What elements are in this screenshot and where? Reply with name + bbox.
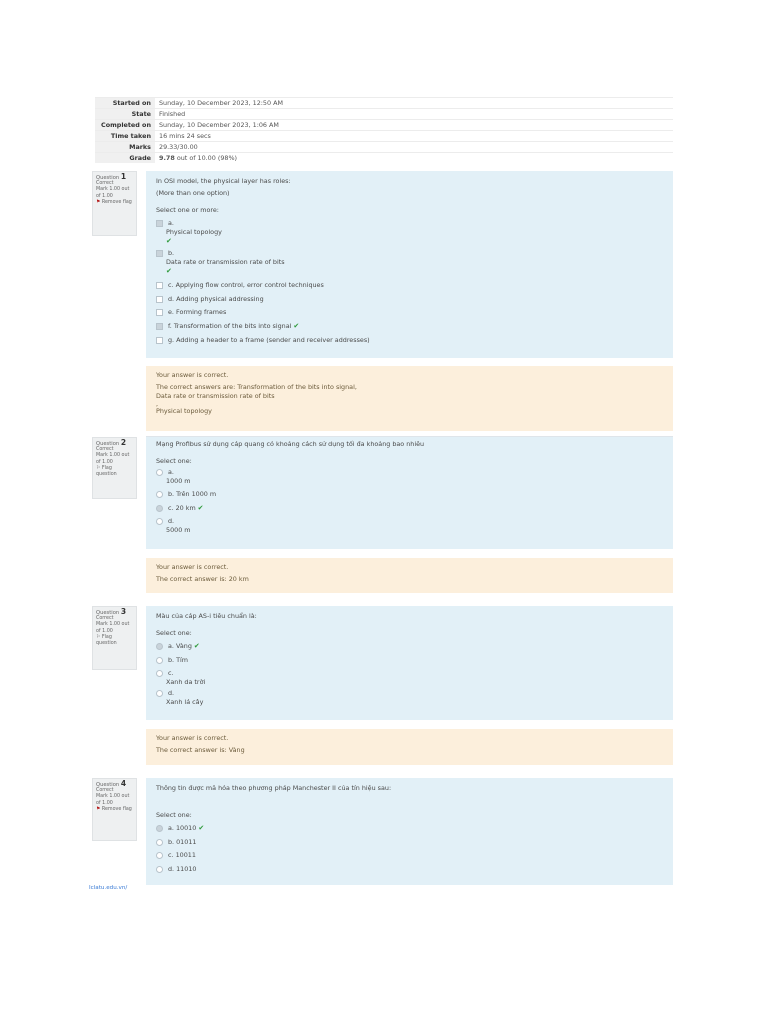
- flag-question-link[interactable]: [96, 635, 133, 647]
- option-text: d. Adding physical addressing: [168, 294, 264, 303]
- checkbox[interactable]: [156, 309, 163, 316]
- question-number: 3: [120, 607, 127, 616]
- checkbox[interactable]: [156, 323, 163, 330]
- radio-button[interactable]: [156, 469, 163, 476]
- correct-check-icon: ✔: [166, 237, 172, 245]
- option-text: a. Vàng: [168, 642, 192, 651]
- flag-question-link[interactable]: [96, 200, 133, 206]
- summary-label: Completed on: [95, 120, 155, 131]
- radio-button[interactable]: [156, 839, 163, 846]
- summary-label: Time taken: [95, 131, 155, 142]
- checkbox[interactable]: [156, 296, 163, 303]
- flag-outline-icon: ⚐: [96, 634, 101, 640]
- question-content-3: [146, 606, 673, 720]
- question-content-2: [146, 437, 673, 549]
- flag-label: Flag question: [96, 634, 117, 647]
- option-text: Physical topology: [166, 228, 222, 236]
- radio-button[interactable]: [156, 825, 163, 832]
- question-mark: Mark 1.00 out of 1.00: [96, 794, 130, 806]
- radio-button[interactable]: [156, 690, 163, 697]
- option-text: 1000 m: [166, 477, 191, 485]
- flag-icon: ⚑: [96, 199, 101, 205]
- feedback-correct-answer: The correct answer is: Vàng: [156, 746, 245, 754]
- answer-option-a[interactable]: [156, 468, 663, 486]
- answer-option-b[interactable]: [156, 249, 663, 275]
- select-instruction: Select one:: [156, 457, 192, 465]
- option-text: e. Forming frames: [168, 308, 227, 317]
- answer-option-d[interactable]: [156, 863, 663, 877]
- attempt-summary-table: [95, 97, 673, 163]
- question-label: Question: [96, 610, 120, 616]
- summary-value: Sunday, 10 December 2023, 12:50 AM: [155, 98, 673, 109]
- feedback-2: [146, 558, 673, 593]
- option-letter: c.: [168, 669, 174, 678]
- answer-option-d[interactable]: [156, 517, 663, 535]
- option-letter: a.: [168, 468, 174, 476]
- question-mark: Mark 1.00 out of 1.00: [96, 453, 130, 465]
- answer-option-c[interactable]: [156, 279, 663, 293]
- correct-check-icon: ✔: [198, 824, 205, 833]
- question-mark: Mark 1.00 out of 1.00: [96, 622, 130, 634]
- option-letter: d.: [168, 517, 175, 526]
- footer-url-link[interactable]: Iclatu.edu.vn/: [89, 885, 128, 891]
- grade-rest: out of 10.00 (98%): [176, 154, 238, 162]
- answer-option-d[interactable]: [156, 293, 663, 307]
- flag-label: Remove flag: [101, 806, 132, 812]
- answer-option-g[interactable]: [156, 333, 663, 347]
- flag-question-link[interactable]: [96, 807, 133, 813]
- answer-option-f[interactable]: [156, 320, 663, 334]
- answer-option-c[interactable]: [156, 502, 663, 516]
- feedback-result: Your answer is correct.: [156, 734, 229, 742]
- question-info-2: [92, 437, 137, 499]
- option-text: a. 10010: [168, 824, 197, 833]
- question-state: Correct: [96, 788, 114, 794]
- checkbox[interactable]: [156, 220, 163, 227]
- feedback-1: [146, 366, 673, 431]
- summary-row-marks: [95, 142, 673, 153]
- summary-row-time: [95, 131, 673, 142]
- option-text: b. Tím: [168, 655, 189, 664]
- radio-button[interactable]: [156, 866, 163, 873]
- option-text: Xanh da trời: [166, 678, 206, 687]
- correct-check-icon: ✔: [193, 642, 200, 651]
- feedback-correct-answer-line: Data rate or transmission rate of bits: [156, 392, 275, 400]
- summary-value: 16 mins 24 secs: [155, 131, 673, 142]
- answer-option-a[interactable]: [156, 640, 663, 654]
- answer-option-b[interactable]: [156, 654, 663, 668]
- question-text: In OSI model, the physical layer has roles:: [156, 177, 291, 185]
- summary-label: Grade: [95, 153, 155, 164]
- question-label: Question: [96, 441, 120, 447]
- question-info-3: [92, 606, 137, 670]
- answer-option-c[interactable]: [156, 669, 663, 687]
- question-content-4: [146, 778, 673, 885]
- question-label: Question: [96, 175, 120, 181]
- answer-option-c[interactable]: [156, 849, 663, 863]
- radio-button[interactable]: [156, 491, 163, 498]
- correct-check-icon: ✔: [293, 322, 300, 331]
- correct-check-icon: ✔: [197, 503, 204, 512]
- option-letter: d.: [168, 689, 175, 698]
- question-content-1: [146, 171, 673, 358]
- question-text: Mạng Profibus sử dụng cáp quang có khoảng cách sử dụng tối đa khoảng bao nhiêu: [156, 440, 425, 448]
- option-text: c. 20 km: [168, 503, 196, 512]
- question-number: 1: [120, 172, 127, 181]
- summary-row-grade: [95, 153, 673, 164]
- radio-button[interactable]: [156, 657, 163, 664]
- checkbox[interactable]: [156, 337, 163, 344]
- question-number: 2: [120, 438, 127, 447]
- feedback-correct-answer: The correct answer is: 20 km: [156, 575, 249, 583]
- option-text: c. Applying flow control, error control techniques: [168, 281, 324, 290]
- answer-option-b[interactable]: [156, 488, 663, 502]
- flag-label: Flag question: [96, 465, 117, 478]
- flag-outline-icon: ⚐: [96, 465, 101, 471]
- option-text: d. 11010: [168, 865, 197, 874]
- option-text: b. Trên 1000 m: [168, 490, 217, 499]
- summary-value: 29.33/30.00: [155, 142, 673, 153]
- radio-button[interactable]: [156, 852, 163, 859]
- option-text: Data rate or transmission rate of bits: [166, 258, 285, 266]
- question-state: Correct: [96, 616, 114, 622]
- checkbox[interactable]: [156, 282, 163, 289]
- select-instruction: Select one:: [156, 629, 192, 637]
- summary-label: Started on: [95, 98, 155, 109]
- option-text: 5000 m: [166, 526, 191, 535]
- summary-value: Finished: [155, 109, 673, 120]
- option-text: g. Adding a header to a frame (sender and receiver addresses): [168, 335, 370, 344]
- checkbox[interactable]: [156, 250, 163, 257]
- feedback-result: Your answer is correct.: [156, 371, 229, 379]
- select-instruction: Select one or more:: [156, 206, 219, 214]
- answer-option-b[interactable]: [156, 836, 663, 850]
- question-state: Correct: [96, 447, 114, 453]
- feedback-correct-answer: The correct answers are: Transformation of the bits into signal,: [156, 383, 357, 391]
- option-letter: b.: [168, 249, 175, 257]
- question-info-4: [92, 778, 137, 841]
- question-note: (More than one option): [156, 189, 230, 197]
- summary-row-started: [95, 98, 673, 109]
- question-mark: Mark 1.00 out of 1.00: [96, 187, 130, 199]
- answer-option-e[interactable]: [156, 306, 663, 320]
- radio-button[interactable]: [156, 505, 163, 512]
- option-text: c. 10011: [168, 851, 196, 860]
- question-info-1: [92, 171, 137, 236]
- correct-check-icon: ✔: [166, 267, 172, 275]
- question-text: Màu của cáp AS-i tiêu chuẩn là:: [156, 612, 257, 620]
- feedback-separator: ,: [156, 400, 159, 408]
- question-text: Thông tin được mã hóa theo phương pháp Manchester II của tín hiệu sau:: [156, 784, 392, 792]
- summary-label: Marks: [95, 142, 155, 153]
- select-instruction: Select one:: [156, 811, 192, 819]
- flag-question-link[interactable]: [96, 466, 133, 478]
- answer-option-d[interactable]: [156, 689, 663, 707]
- flag-icon: ⚑: [96, 806, 101, 812]
- option-text: f. Transformation of the bits into signal: [168, 322, 292, 331]
- summary-value: [155, 153, 673, 164]
- radio-button[interactable]: [156, 518, 163, 525]
- summary-label: State: [95, 109, 155, 120]
- option-text: b. 01011: [168, 837, 197, 846]
- answer-option-a[interactable]: [156, 822, 663, 836]
- option-text: Xanh lá cây: [166, 698, 204, 707]
- option-letter: a.: [168, 219, 174, 227]
- question-number: 4: [120, 779, 127, 788]
- feedback-3: [146, 729, 673, 765]
- feedback-result: Your answer is correct.: [156, 563, 229, 571]
- flag-label: Remove flag: [101, 199, 132, 205]
- summary-value: Sunday, 10 December 2023, 1:06 AM: [155, 120, 673, 131]
- feedback-correct-answer-line: Physical topology: [156, 407, 212, 415]
- grade-value: 9.78: [159, 154, 175, 162]
- question-state: Correct: [96, 181, 114, 187]
- question-label: Question: [96, 782, 120, 788]
- summary-row-completed: [95, 120, 673, 131]
- summary-row-state: [95, 109, 673, 120]
- answer-option-a[interactable]: [156, 219, 663, 245]
- radio-button[interactable]: [156, 643, 163, 650]
- radio-button[interactable]: [156, 670, 163, 677]
